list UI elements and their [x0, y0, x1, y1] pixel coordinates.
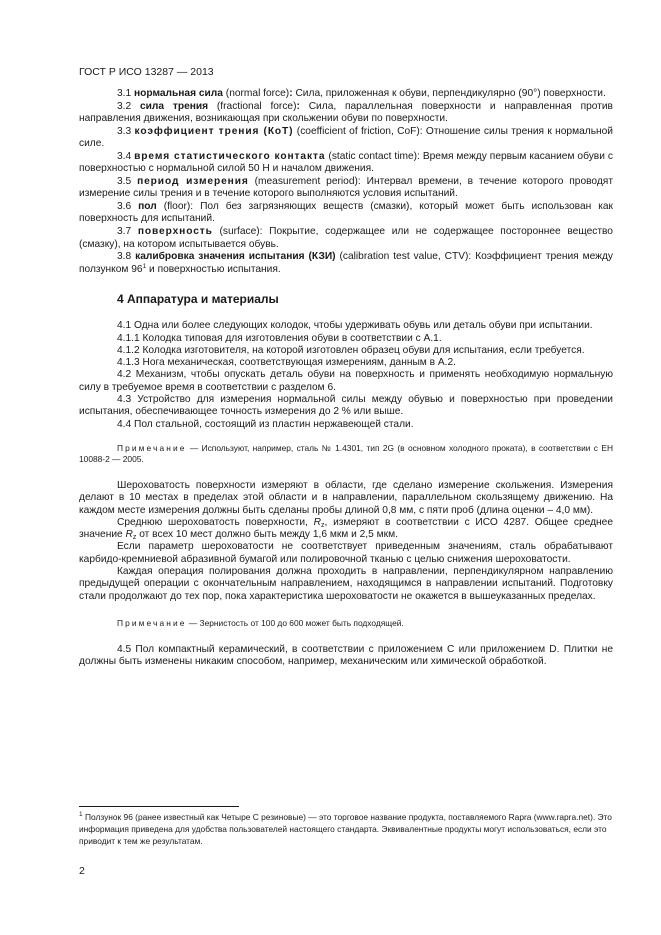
definition-3-3 — [79, 126, 613, 151]
definition-text: Сила, параллельная поверхности и направленная против направления движения, возникающая при скольжении обуви по поверхности. — [79, 100, 613, 125]
clause-number: 3.4 — [117, 150, 132, 162]
term: калибровка значения испытания (КЗИ) — [135, 251, 336, 263]
note-steel — [79, 443, 613, 465]
term: сила трения — [139, 100, 209, 112]
colon: : — [289, 88, 293, 99]
definition-text: Интервал времени, в течение которого проводят измерение силы трения и в течение которого выполняются условия испытаний. — [79, 176, 613, 200]
roughness-paragraph-1: Шероховатость поверхности измеряют в области, где сделано измерение скольжения. Измерения делают в 10 местах в пределах этой области и в направлении, параллельном скользящему движению. На каждом месте измерения должны быть сделаны пробы длиной 0,8 мм, с пяти проб (длина оценки – 4,0 мм). — [79, 479, 613, 516]
note-label: Примечание — [117, 617, 187, 628]
term: период измерения — [137, 176, 249, 188]
item-4-1-1: 4.1.1 Колодка типовая для изготовления обуви в соответствии с А.1. — [117, 332, 442, 344]
note-text: — Используют, например, сталь № 1.4301, тип 2G (в основном холодного проката), в соответствии с EH 10088-2 — 2005. — [79, 442, 613, 464]
clause-number: 3.5 — [117, 176, 132, 188]
definition-text: Сила, приложенная к обуви, перпендикулярно (90°) поверхности. — [295, 88, 606, 99]
item-4-1: 4.1 Одна или более следующих колодок, чтобы удерживать обувь или деталь обуви при испытании. — [117, 320, 593, 332]
term: нормальная сила — [134, 88, 223, 99]
definition-3-4 — [79, 151, 613, 176]
term-english: (coefficient of friction, CoF): — [296, 125, 423, 137]
definition-3-8 — [79, 251, 613, 276]
term-english: (calibration test value, CTV): — [339, 251, 472, 263]
page-number: 2 — [79, 865, 85, 877]
definition-3-2 — [79, 101, 613, 126]
clause-number: 3.3 — [117, 125, 132, 137]
clause-number: 3.1 — [117, 88, 132, 99]
term-english: (surface): — [219, 226, 263, 238]
definition-text: Покрытие, содержащее или не содержащее постороннее вещество (смазку), на котором испытывается обувь. — [79, 226, 613, 250]
item-4-4: 4.4 Пол стальной, состоящий из пластин нержавеющей стали. — [117, 418, 414, 430]
item-4-3: 4.3 Устройство для измерения нормальной силы между обувью и поверхностью при проведении испытания, обеспечивающее точность измерения до 2 % или выше. — [79, 394, 613, 418]
definition-3-5 — [79, 176, 613, 201]
term: время статистического контакта — [134, 150, 326, 162]
document-body — [79, 88, 613, 668]
roughness-paragraph-2 — [79, 517, 613, 542]
term-english: (measurement period): — [254, 176, 361, 188]
definition-3-6 — [79, 201, 613, 226]
colon: : — [296, 100, 300, 112]
item-4-2: 4.2 Механизм, чтобы опускать деталь обуви на поверхность и применять необходимую нормальную силу в требуемое время в соответствии с разделом 6. — [79, 369, 613, 393]
definition-text: Пол без загрязняющих веществ (смазки), который может быть использован как поверхность для испытаний. — [79, 201, 613, 225]
text-part: Среднюю шероховатость поверхности, — [117, 516, 308, 528]
footnote-reference: 1 — [142, 262, 147, 270]
symbol-subscript: z — [321, 521, 325, 529]
note-label: Примечание — [117, 442, 187, 453]
term: поверхность — [137, 226, 213, 238]
term-english: (normal force) — [225, 88, 290, 99]
page-header: ГОСТ Р ИСО 13287 — 2013 — [79, 66, 214, 78]
symbol-subscript: z — [132, 534, 137, 542]
text-part: , измеряют в соответствии с ИСО 4287. Общее среднее значение — [79, 516, 613, 541]
term-english: (floor): — [163, 201, 194, 213]
term-english: (static contact time): — [328, 150, 420, 162]
text-part: от всех 10 мест должно быть между 1,6 мкм и 2,5 мкм. — [136, 529, 398, 541]
item-4-1-2: 4.1.2 Колодка изготовителя, на которой изготовлен образец обуви для испытания, если требуется. — [117, 344, 585, 356]
term: коэффициент трения (КоТ) — [134, 125, 294, 137]
footnote-text: Ползунок 96 (ранее известный как Четыре С резиновые) — это торговое название продукта, поставляемого Rapra (www.rapra.net). Это информация приведена для удобства пользователей настоящего стандарта. Эквивалентные продукты могут использоваться, если это приводит к тем же результатам. — [79, 812, 612, 847]
footnote-mark: 1 — [79, 811, 83, 818]
symbol-r: R — [125, 529, 133, 541]
clause-number: 3.7 — [117, 226, 132, 238]
term: пол — [138, 201, 157, 213]
item-4-1-3: 4.1.3 Нога механическая, соответствующая измерениям, данным в А.2. — [117, 357, 456, 369]
roughness-paragraph-3: Если параметр шероховатости не соответствует приведенным значениям, сталь обрабатывают карбидо-кремниевой абразивной бумагой или полировочной тканью с целью снижения шероховатости. — [79, 541, 613, 565]
clause-number: 3.8 — [117, 251, 132, 263]
note-grit — [79, 618, 613, 629]
roughness-paragraph-4: Каждая операция полирования должна проходить в направлении, перпендикулярном направлению предыдущей операции с окончательным направлением, находящимся в направлении испытаний. Подготовку стали продолжают до тех пор, пока характеристика шероховатости не окажется в вышеуказанных пределах. — [79, 566, 613, 602]
term-english: (fractional force) — [216, 100, 297, 112]
definition-text: Коэффициент трения между ползунком 96 — [79, 251, 613, 275]
section-4-heading: 4 Аппаратура и материалы — [117, 291, 279, 306]
symbol-r: R — [313, 516, 321, 528]
footnote — [79, 811, 613, 848]
definition-text-end: и поверхностью испытания. — [146, 263, 281, 275]
clause-number: 3.6 — [117, 201, 132, 213]
note-text: — Зернистость от 100 до 600 может быть подходящей. — [186, 617, 404, 628]
footnote-separator — [79, 806, 239, 807]
definition-3-7 — [79, 226, 613, 251]
clause-number: 3.2 — [117, 100, 132, 112]
definition-text: Время между первым касанием обуви с поверхностью с нормальной силой 50 Н и началом движения. — [79, 150, 613, 175]
definition-text: Отношение силы трения к нормальной силе. — [79, 125, 613, 150]
item-4-5: 4.5 Пол компактный керамический, в соответствии с приложением С или приложением D. Плитки не должны быть изменены никаким способом, например, механическим или химической обработкой. — [79, 643, 613, 668]
definition-3-1 — [79, 88, 613, 100]
